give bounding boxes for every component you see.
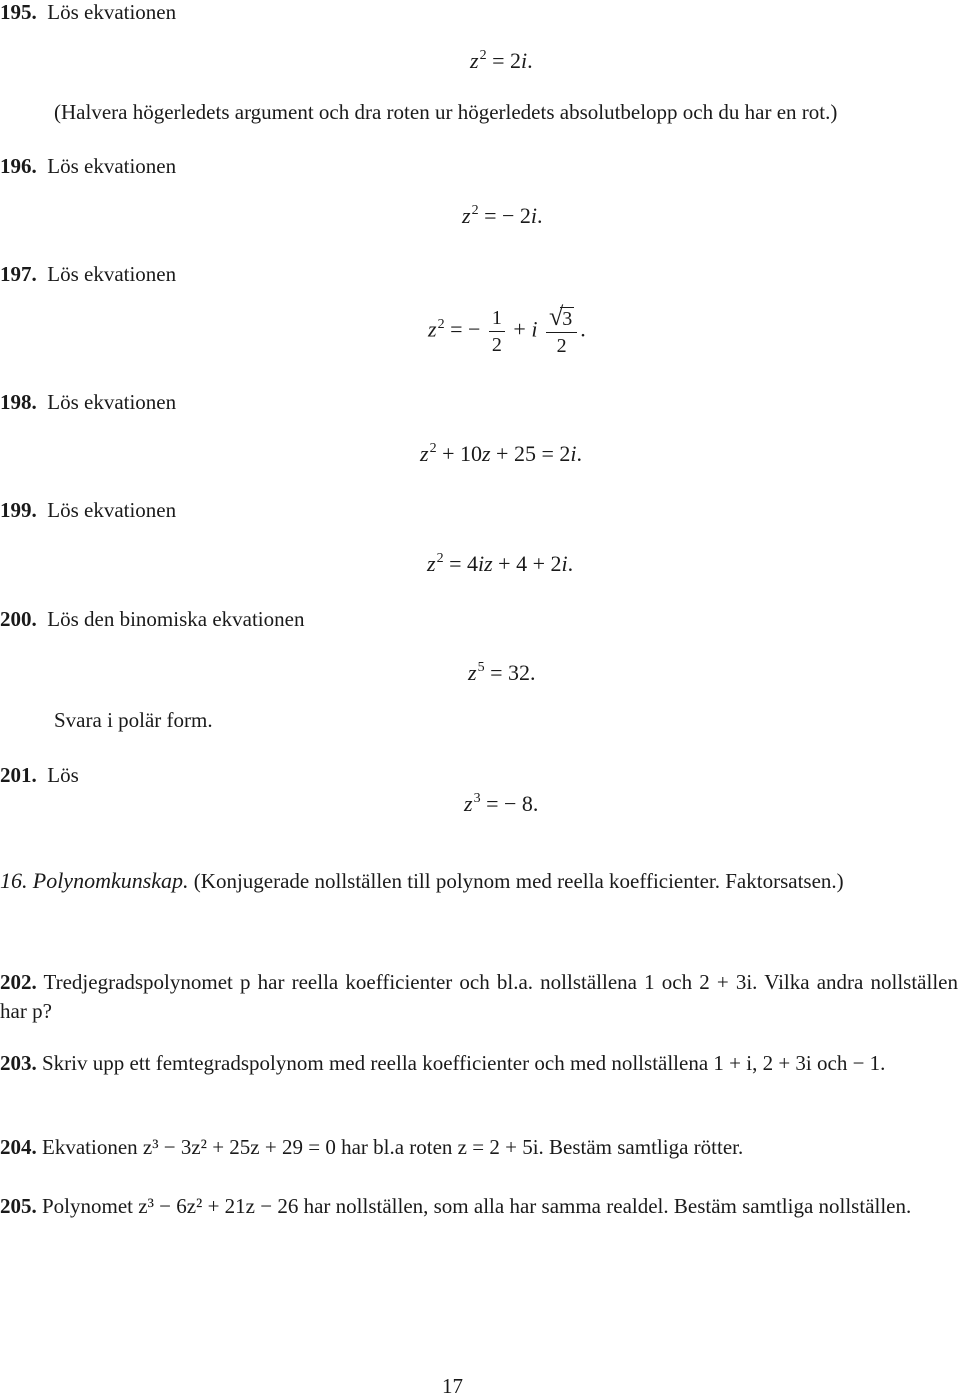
eq-imag-unit: i — [531, 316, 538, 342]
sqrt-numerator — [546, 304, 577, 333]
equation-199 — [427, 553, 573, 575]
problem-label: Lös — [47, 763, 79, 787]
eq-end: . — [537, 203, 543, 228]
problem-label: Lös den binomiska ekvationen — [47, 607, 305, 631]
problem-198-heading — [0, 392, 176, 413]
problem-number: 201. — [0, 763, 37, 787]
page-number: 17 — [442, 1374, 463, 1398]
exercise-number: 203. — [0, 1051, 37, 1075]
eq-end: . — [580, 316, 586, 342]
problem-label: Lös ekvationen — [47, 0, 177, 24]
eq-sign: = − — [450, 316, 481, 342]
section-description: (Konjugerade nollställen till polynom med reella koefficienter. Faktorsatsen.) — [193, 869, 844, 893]
equation-198 — [420, 443, 582, 465]
eq-end: . — [567, 551, 574, 576]
problem-201-heading — [0, 765, 79, 786]
equation-196 — [462, 205, 543, 227]
exercise-number: 205. — [0, 1194, 37, 1218]
problem-197-heading — [0, 264, 176, 285]
problem-label: Lös ekvationen — [47, 154, 177, 178]
sqrt-symbol: √3 — [548, 302, 573, 331]
problem-label: Lös ekvationen — [47, 390, 177, 414]
eq-variable: z — [462, 203, 471, 228]
eq-variable: z — [420, 441, 429, 466]
equation-200 — [468, 662, 535, 684]
section-title: Polynomkunskap. — [32, 868, 189, 893]
section-number: 16. — [0, 868, 28, 893]
eq-variable: z — [427, 551, 436, 576]
fraction-sqrt — [546, 304, 577, 359]
exercise-205 — [0, 1192, 958, 1221]
eq-rhs: = 32. — [484, 660, 536, 685]
eq-term: + 25 = 2 — [490, 441, 571, 466]
eq-end: . — [527, 48, 533, 73]
problem-199-heading — [0, 500, 176, 521]
eq-exponent: 3 — [473, 791, 481, 806]
exercise-number: 204. — [0, 1135, 37, 1159]
exercise-202 — [0, 968, 958, 1026]
problem-195-heading — [0, 2, 176, 23]
problem-number: 198. — [0, 390, 37, 414]
eq-variable: z — [470, 48, 479, 73]
exercise-text: Skriv upp ett femtegradspolynom med reella koefficienter och med nollställena 1 + i, 2 + 3i och − 1. — [42, 1051, 886, 1075]
eq-term: = 4 — [443, 551, 478, 576]
fraction — [489, 305, 505, 358]
eq-rhs: = − 8. — [480, 791, 539, 816]
exercise-text: Polynomet z³ − 6z² + 21z − 26 har nollställen, som alla har samma realdel. Bestäm samtliga nollställen. — [42, 1194, 912, 1218]
fraction-numerator: 1 — [489, 305, 505, 332]
problem-label: Lös ekvationen — [47, 262, 177, 286]
equation-201 — [464, 793, 538, 815]
eq-rhs: = − 2 — [484, 203, 531, 228]
eq-imag-unit: i — [530, 203, 538, 228]
eq-variable: z — [468, 660, 477, 685]
eq-variable: z — [428, 316, 437, 342]
sqrt-argument: 3 — [562, 308, 573, 330]
eq-plus: + — [513, 316, 526, 342]
exercise-text: Tredjegradspolynomet p har reella koefficienter och bl.a. nollställena 1 och 2 + 3i. Vilka andra nollställen har p? — [0, 970, 958, 1023]
eq-term: + 4 + 2 — [492, 551, 562, 576]
problem-196-heading — [0, 156, 176, 177]
problem-label: Lös ekvationen — [47, 498, 177, 522]
eq-rhs: = 2 — [492, 48, 521, 73]
exercise-text: Ekvationen z³ − 3z² + 25z + 29 = 0 har bl.a roten z = 2 + 5i. Bestäm samtliga rötter. — [42, 1135, 744, 1159]
eq-variable: iz — [477, 551, 493, 576]
eq-exponent: 2 — [429, 441, 437, 456]
fraction-denominator: 2 — [556, 335, 567, 357]
problem-number: 200. — [0, 607, 37, 631]
problem-number: 196. — [0, 154, 37, 178]
eq-variable: z — [481, 441, 491, 466]
exercise-number: 202. — [0, 970, 37, 994]
eq-imag-unit: i — [520, 48, 528, 73]
eq-term: + 10 — [436, 441, 482, 466]
equation-195 — [470, 50, 533, 72]
eq-imag-unit: i — [570, 441, 577, 466]
problem-number: 197. — [0, 262, 37, 286]
eq-exponent: 2 — [471, 203, 479, 218]
eq-end: . — [576, 441, 582, 466]
problem-number: 195. — [0, 0, 37, 24]
problem-number: 199. — [0, 498, 37, 522]
eq-variable: z — [464, 791, 473, 816]
eq-exponent: 2 — [479, 48, 487, 63]
eq-exponent: 2 — [436, 551, 444, 566]
eq-exponent: 5 — [477, 660, 485, 675]
exercise-203 — [0, 1049, 958, 1078]
eq-exponent: 2 — [437, 316, 445, 332]
equation-197 — [428, 304, 586, 359]
problem-200-heading — [0, 609, 304, 630]
section-header — [0, 866, 958, 896]
exercise-204 — [0, 1133, 958, 1162]
eq-imag-unit: i — [561, 551, 568, 576]
problem-200-note: Svara i polär form. — [54, 708, 213, 732]
fraction-denominator: 2 — [491, 334, 502, 356]
problem-195-hint: (Halvera högerledets argument och dra roten ur högerledets absolutbelopp och du har en rot.) — [54, 100, 838, 124]
